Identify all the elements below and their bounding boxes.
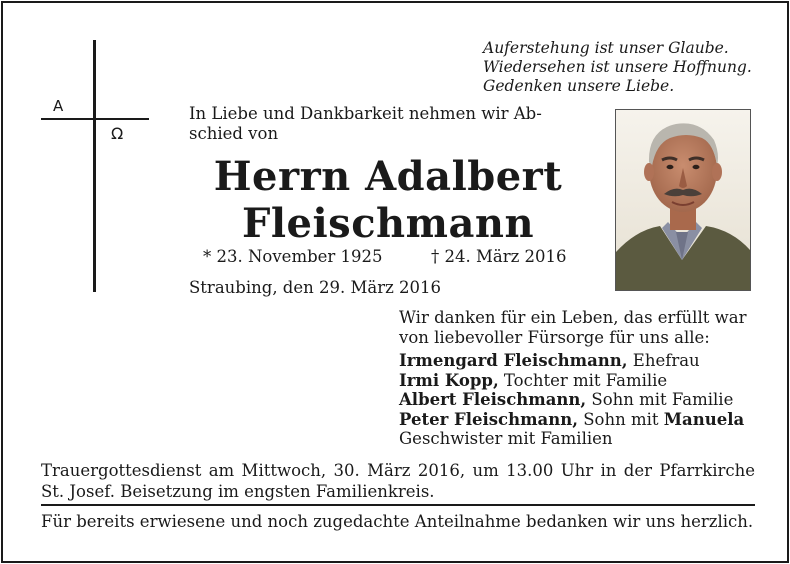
funeral-service-info: [41, 460, 755, 502]
cross-beam: [41, 118, 149, 120]
mourner-name: Irmengard Fleischmann,: [399, 351, 628, 370]
intro-line-1: In Liebe und Dankbarkeit nehmen wir Ab-: [189, 104, 542, 123]
deceased-name: [173, 153, 603, 247]
motto: [483, 39, 773, 96]
mourner-item: [399, 429, 759, 449]
mourner-item: [399, 371, 759, 391]
closing-text: Für bereits erwiesene und noch zugedachte Anteilnahme bedanken wir uns herzlich.: [41, 512, 754, 531]
birth-date: * 23. November 1925: [203, 247, 383, 266]
alpha-symbol: A: [53, 97, 64, 115]
mourner-name: Irmi Kopp,: [399, 370, 499, 390]
motto-line-3: Gedenken unsere Liebe.: [483, 77, 675, 95]
intro-text: [189, 104, 579, 144]
mourner-item: [399, 390, 759, 410]
omega-symbol: Ω: [111, 124, 124, 143]
mourner-item: [399, 410, 759, 430]
mourner-relation: Ehefrau: [627, 351, 700, 370]
intro-line-2: schied von: [189, 124, 279, 143]
place-date: Straubing, den 29. März 2016: [189, 278, 442, 297]
mourner-name: Albert Fleischmann,: [399, 390, 587, 409]
death-date: † 24. März 2016: [431, 247, 567, 266]
mourners-list: [399, 351, 759, 449]
mourner-relation: Tochter mit Familie: [498, 370, 668, 390]
portrait-photo: [615, 109, 751, 291]
mourner-relation: Sohn mit: [578, 409, 664, 429]
service-line-1: Trauergottesdienst am Mittwoch, 30. März 2016, um 13.00 Uhr in der Pfarrkirche: [41, 461, 755, 480]
cross-icon: [93, 40, 96, 292]
mourner-item: [399, 351, 759, 371]
service-line-2: St. Josef. Beisetzung im engsten Familienkreis.: [41, 482, 435, 501]
obituary-notice: [1, 1, 789, 563]
mourner-relation: Geschwister mit Familien: [399, 429, 613, 448]
mourner-name: Peter Fleischmann,: [399, 409, 578, 429]
thanks-text: [399, 308, 759, 347]
thanks-line-2: von liebevoller Fürsorge für uns alle:: [399, 327, 710, 347]
divider: [41, 504, 755, 506]
motto-line-2: Wiedersehen ist unsere Hoffnung.: [483, 58, 752, 76]
portrait-image: [616, 110, 750, 290]
name-line-2: Fleischmann: [241, 200, 535, 247]
motto-line-1: Auferstehung ist unser Glaube.: [483, 39, 729, 57]
mourner-partner: Manuela: [663, 409, 745, 429]
thanks-line-1: Wir danken für ein Leben, das erfüllt war: [399, 308, 747, 327]
name-line-1: Herrn Adalbert: [213, 153, 563, 200]
mourner-relation: Sohn mit Familie: [586, 390, 734, 409]
